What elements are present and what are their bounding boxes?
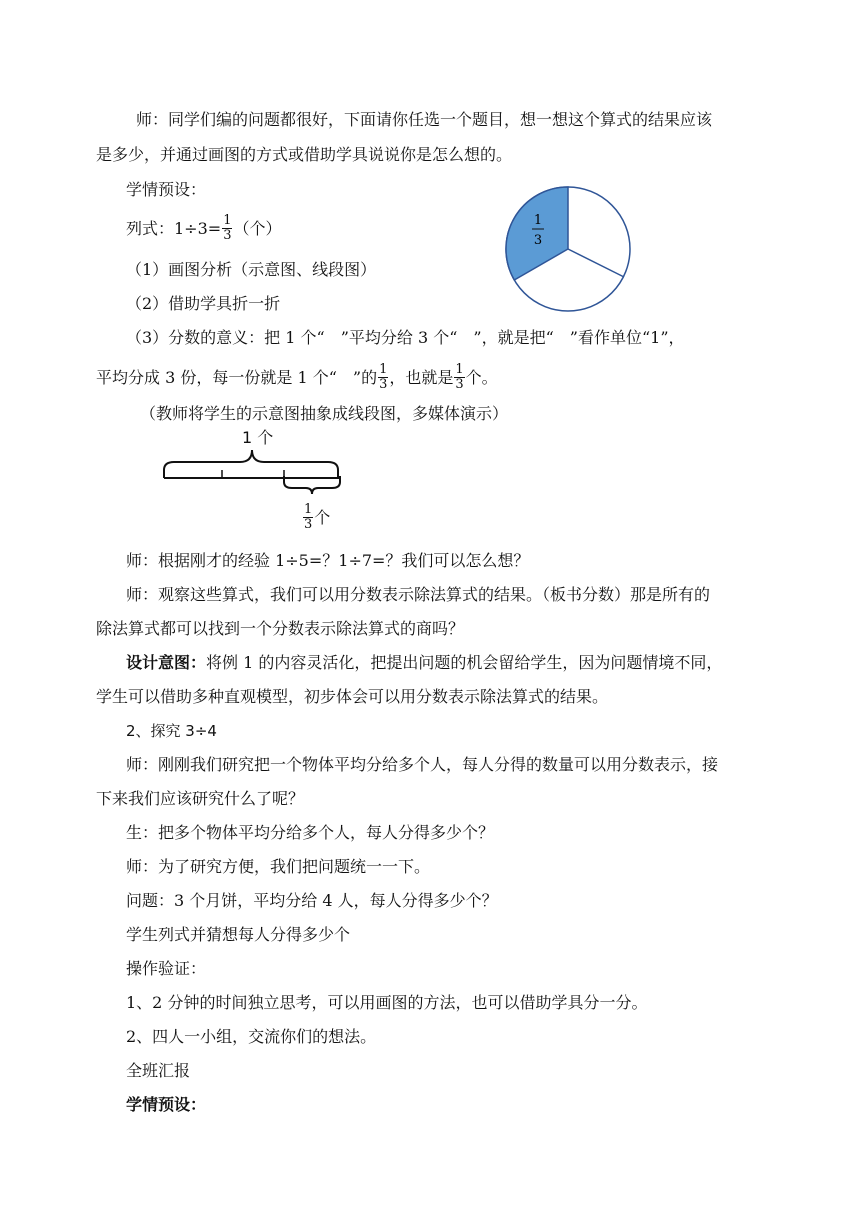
design-intent-label: 设计意图： (126, 653, 207, 672)
line-12: 除法算式都可以找到一个分数表示除法算式的商吗？ (96, 619, 465, 638)
segment-bottom-label: $\frac{1}{3}$ 个 (304, 502, 331, 532)
pie-diagram (500, 184, 636, 316)
fraction-one-third-a: $\frac{1}{3}$ (379, 362, 388, 392)
line-15-heading: 2、探究 3÷4 (126, 722, 217, 740)
line-21: 学生列式并猜想每人分得多少个 (126, 925, 351, 944)
fraction-one-third-b: $\frac{1}{3}$ (455, 362, 464, 392)
line-16: 师：刚刚我们研究把一个物体平均分给多个人，每人分得的数量可以用分数表示，接 (126, 755, 719, 774)
line-9: （教师将学生的示意图抽象成线段图，多媒体演示） (140, 404, 509, 423)
line-7: （3）分数的意义：把 1 个“ ”平均分给 3 个“ ”，就是把“ ”看作单位“1”， (126, 328, 685, 347)
line-20: 问题：3 个月饼，平均分给 4 人，每人分得多少个？ (126, 891, 498, 910)
line-25: 全班汇报 (126, 1061, 191, 1080)
line-26: 学情预设： (126, 1095, 207, 1114)
line-10: 师：根据刚才的经验 1÷5=？1÷7=？我们可以怎么想？ (126, 551, 530, 570)
line-6: （2）借助学具折一折 (126, 294, 281, 313)
line-2: 是多少，并通过画图的方式或借助学具说说你是怎么想的。 (96, 145, 513, 164)
line-18: 生：把多个物体平均分给多个人，每人分得多少个？ (126, 823, 495, 842)
segment-top-label-text: 1 个 (242, 428, 274, 447)
line-13: 设计意图：将例 1 的内容灵活化，把提出问题的机会留给学生，因为问题情境不同， (126, 653, 723, 672)
line-11: 师：观察这些算式，我们可以用分数表示除法算式的结果。（板书分数）那是所有的 (126, 585, 711, 604)
formula-suffix: （个） (233, 219, 282, 238)
top-brace (164, 450, 338, 478)
line-17: 下来我们应该研究什么了呢？ (96, 789, 305, 808)
line-1: 师：同学们编的问题都很好，下面请你任选一个题目，想一想这个算式的结果应该 (136, 110, 713, 129)
pie-label-numerator: 1 (533, 213, 543, 228)
line-8: 平均分成 3 份，每一份就是 1 个“ ”的 $\frac{1}{3}$ ，也就是 $\frac{1}{3}$ 个。 (96, 362, 498, 392)
line-5: （1）画图分析（示意图、线段图） (126, 260, 377, 279)
line-22: 操作验证： (126, 959, 207, 978)
line-24: 2、四人一小组，交流你们的想法。 (126, 1027, 377, 1046)
line-4-formula (126, 215, 281, 244)
line-19: 师：为了研究方便，我们把问题统一一下。 (126, 857, 431, 876)
line-23: 1、2 分钟的时间独立思考，可以用画图的方法，也可以借助学具分一分。 (126, 993, 648, 1012)
formula-prefix: 列式：1÷3= (126, 219, 222, 238)
line-14: 学生可以借助多种直观模型，初步体会可以用分数表示除法算式的结果。 (96, 687, 609, 706)
segment-bottom-fraction: $\frac{1}{3}$ (304, 502, 313, 532)
line-3: 学情预设： (126, 180, 207, 199)
formula-fraction: $\frac{1}{3}$ (223, 213, 232, 243)
pie-label-denominator: 3 (533, 233, 543, 248)
